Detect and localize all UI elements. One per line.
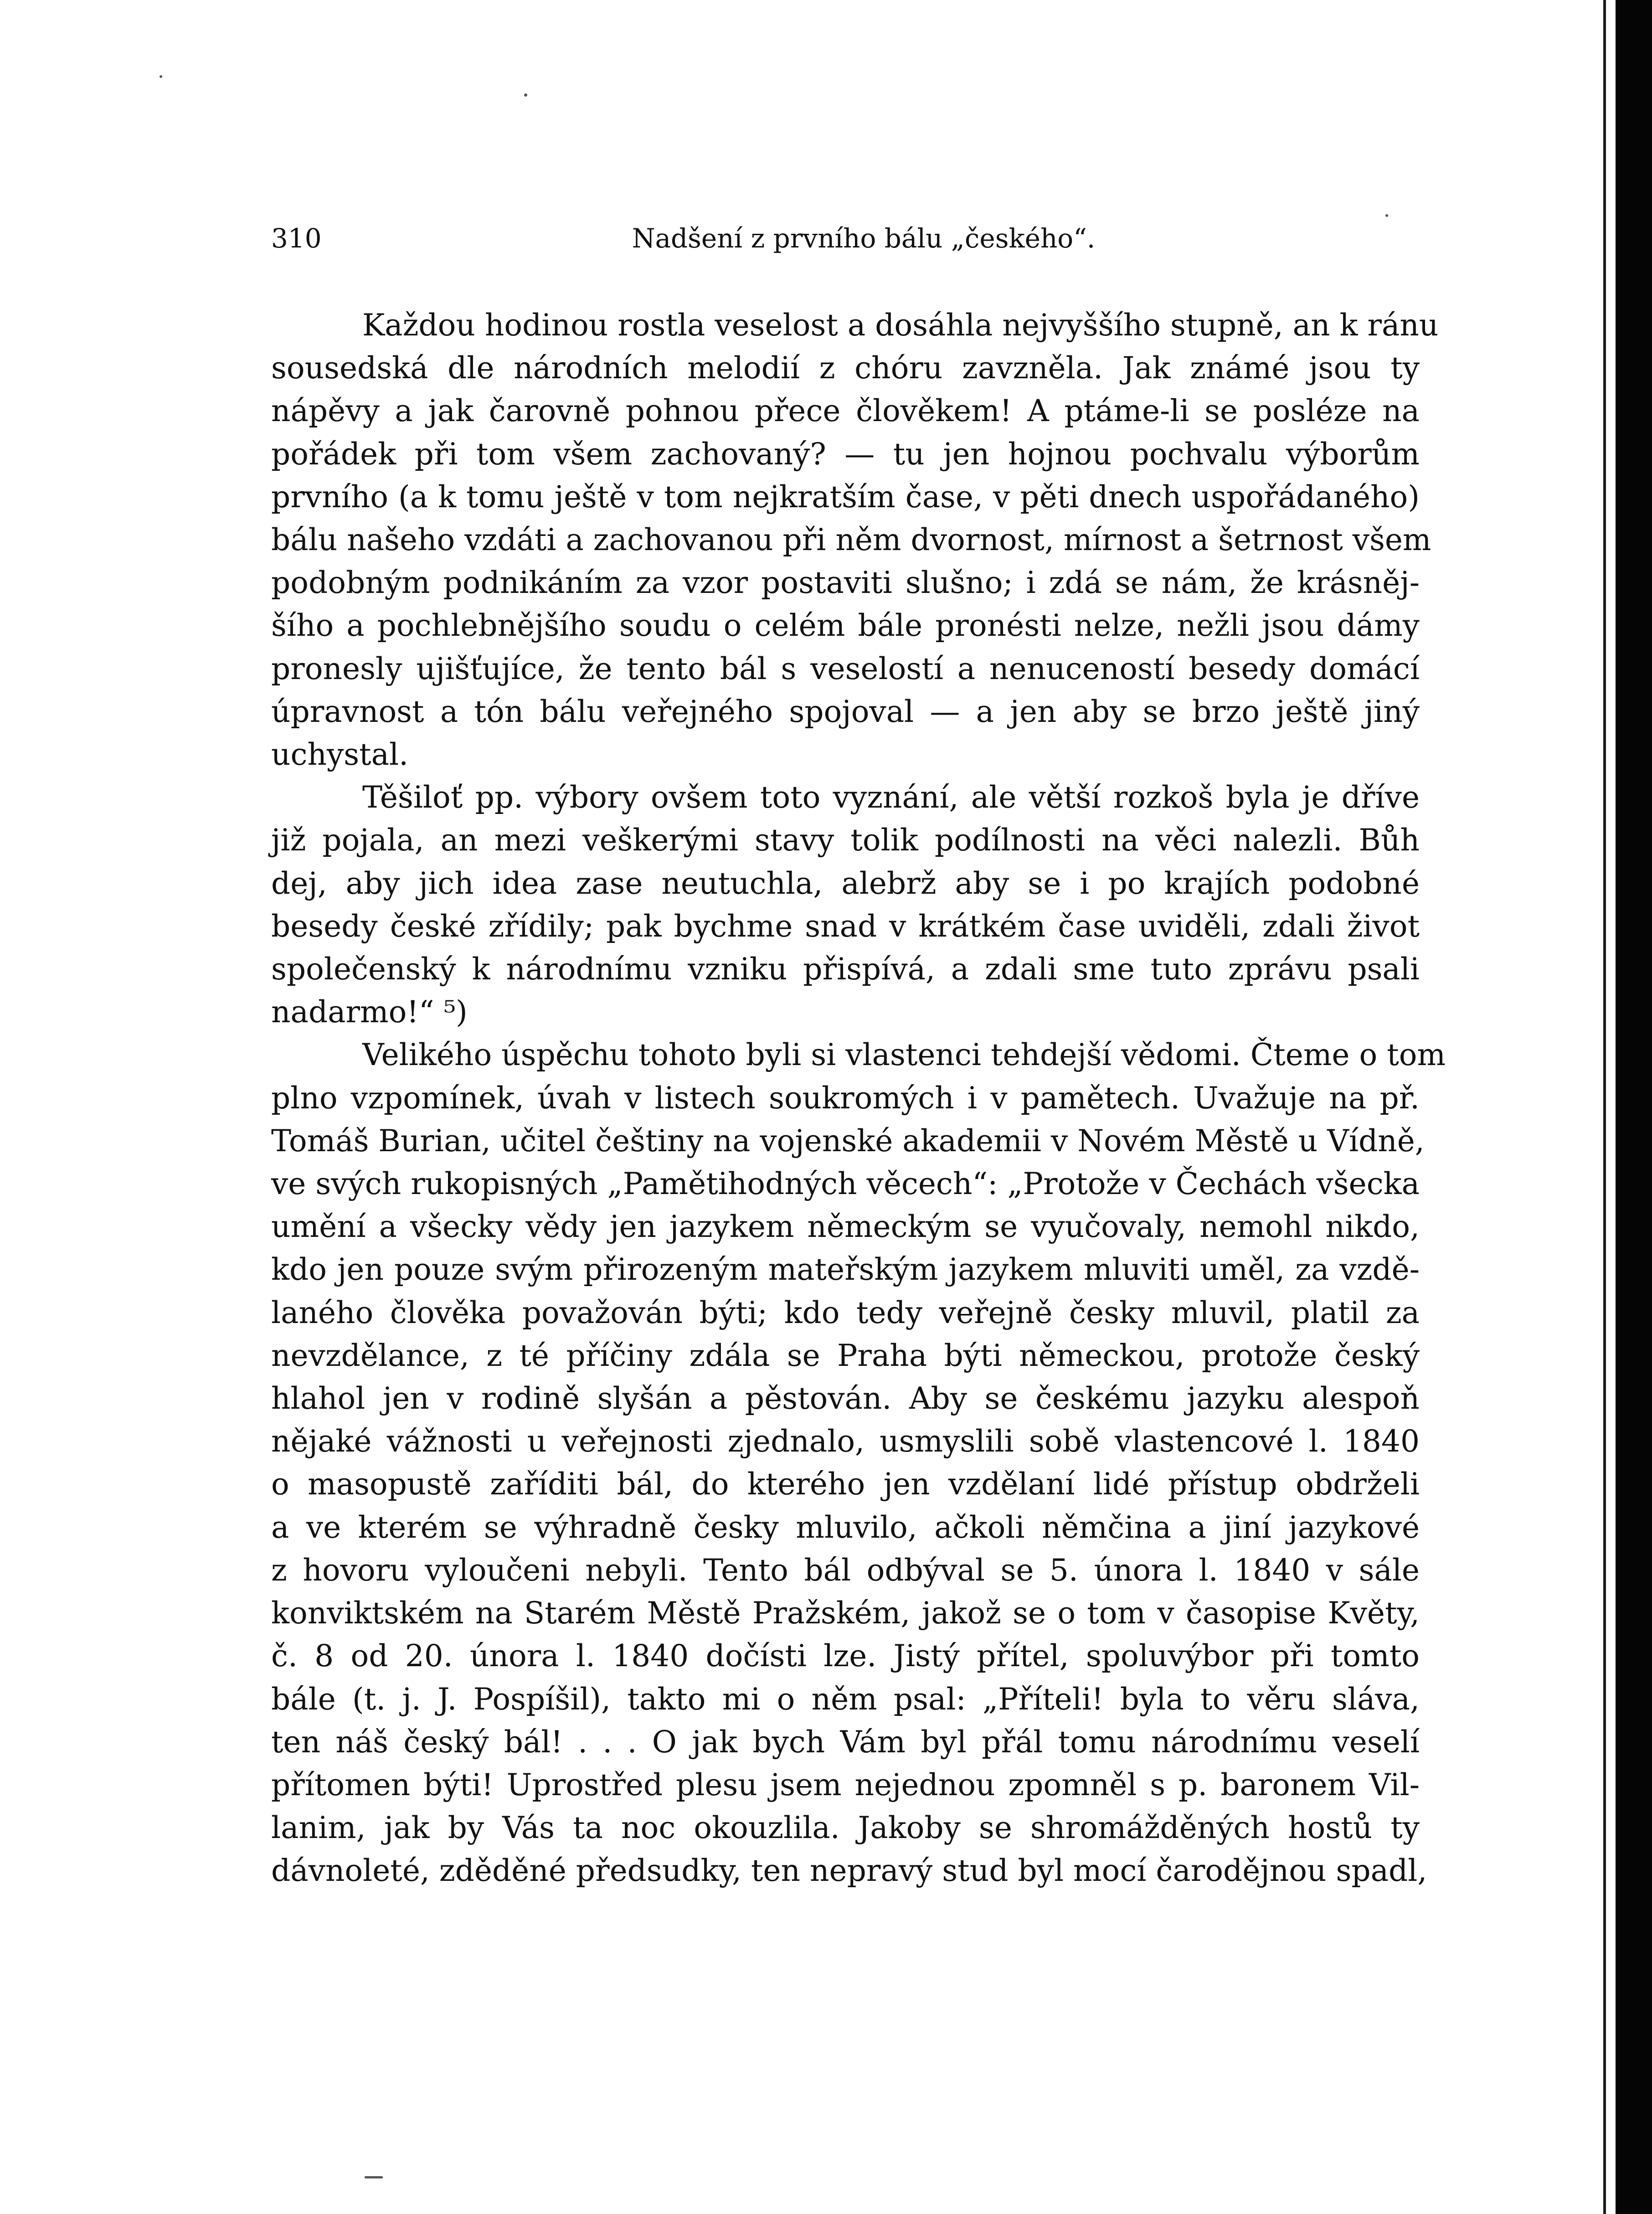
- text-line: nevzdělance, z té příčiny zdála se Praha býti německou, protože český: [271, 1338, 1420, 1373]
- text-line: č. 8 od 20. února l. 1840 dočísti lze. Jistý přítel, spoluvýbor při tomto: [271, 1638, 1420, 1674]
- text-line: o masopustě zaříditi bál, do kterého jen vzdělaní lidé přístup obdrželi: [271, 1467, 1420, 1502]
- paragraph-2: [271, 776, 1420, 1034]
- page-edge-line: [1603, 0, 1606, 2214]
- text-line: kdo jen pouze svým přirozeným mateřským jazykem mluviti uměl, za vzdě-: [271, 1252, 1420, 1287]
- text-line: dej, aby jich idea zase neutuchla, alebrž aby se i po krajích podobné: [271, 865, 1420, 901]
- text-line: besedy české zřídily; pak bychme snad v krátkém čase uviděli, zdali život: [271, 908, 1420, 944]
- text-line: Tomáš Burian, učitel češtiny na vojenské akademii v Novém Městě u Vídně,: [271, 1123, 1425, 1158]
- scan-speck: [524, 93, 527, 97]
- body-text: [271, 304, 1446, 1893]
- text-line: uchystal.: [271, 737, 409, 772]
- running-title: Nadšení z prvního bálu „českého“.: [632, 223, 1096, 254]
- text-line: přítomen býti! Uprostřed plesu jsem nejednou zpomněl s p. baronem Vil-: [271, 1767, 1420, 1802]
- scan-speck: [160, 75, 162, 78]
- text-line: hlahol jen v rodině slyšán a pěstován. Aby se českému jazyku alespoň: [271, 1381, 1420, 1416]
- text-line: již pojala, an mezi veškerými stavy tolik podílnosti na věci nalezli. Bůh: [271, 823, 1420, 858]
- text-line: bále (t. j. J. Pospíšil), takto mi o něm psal: „Příteli! byla to věru sláva,: [271, 1681, 1420, 1717]
- text-line: Velikého úspěchu tohoto byli si vlastenci tehdejší vědomi. Čteme o tom: [362, 1037, 1446, 1073]
- scan-border: [1616, 0, 1652, 2214]
- text-line: lanim, jak by Vás ta noc okouzlila. Jakoby se shromážděných hostů ty: [271, 1810, 1420, 1846]
- text-line: společenský k národnímu vzniku přispívá, a zdali sme tuto zprávu psali: [271, 952, 1420, 987]
- text-line: podobným podnikáním za vzor postaviti slušno; i zdá se nám, že krásněj-: [271, 565, 1420, 601]
- text-line: z hovoru vyloučeni nebyli. Tento bál odbýval se 5. února l. 1840 v sále: [271, 1552, 1420, 1588]
- text-line: Těšiloť pp. výbory ovšem toto vyznání, ale větší rozkoš byla je dříve: [362, 780, 1420, 815]
- text-line: laného člověka považován býti; kdo tedy veřejně česky mluvil, platil za: [271, 1295, 1420, 1330]
- text-line: úpravnost a tón bálu veřejného spojoval — a jen aby se brzo ještě jiný: [271, 694, 1420, 729]
- text-line: konviktském na Starém Městě Pražském, jakož se o tom v časopise Květy,: [271, 1596, 1420, 1631]
- text-line: šího a pochlebnějšího soudu o celém bále pronésti nelze, nežli jsou dámy: [271, 608, 1420, 644]
- page-header: [271, 218, 1424, 259]
- scan-speck: [365, 2176, 383, 2178]
- text-line: Každou hodinou rostla veselost a dosáhla nejvyššího stupně, an k ránu: [362, 308, 1439, 343]
- paragraph-1: [271, 304, 1439, 776]
- text-line: nápěvy a jak čarovně pohnou přece člověkem! A ptáme-li se posléze na: [271, 393, 1420, 429]
- text-line: plno vzpomínek, úvah v listech soukromých i v pamětech. Uvažuje na př.: [271, 1080, 1420, 1116]
- text-line: ve svých rukopisných „Pamětihodných věcech“: „Protože v Čechách všecka: [271, 1166, 1420, 1202]
- text-line: prvního (a k tomu ještě v tom nejkratším čase, v pěti dnech uspořádaného): [271, 479, 1420, 515]
- text-line: umění a všecky vědy jen jazykem německým se vyučovaly, nemohl nikdo,: [271, 1209, 1420, 1245]
- text-line: dávnoleté, zděděné předsudky, ten nepravý stud byl mocí čarodějnou spadl,: [271, 1853, 1427, 1889]
- text-line: a ve kterém se výhradně česky mluvilo, ačkoli němčina a jiní jazykové: [271, 1509, 1420, 1545]
- text-line: pronesly ujišťujíce, že tento bál s veselostí a nenuceností besedy domácí: [271, 651, 1420, 686]
- scan-speck: [1385, 214, 1388, 217]
- page-number: 310: [271, 223, 322, 254]
- text-line: sousedská dle národních melodií z chóru zavzněla. Jak známé jsou ty: [271, 350, 1420, 386]
- text-line: bálu našeho vzdáti a zachovanou při něm dvornost, mírnost a šetrnost všem: [271, 522, 1431, 558]
- text-line: nadarmo!“ ⁵): [271, 994, 468, 1030]
- text-line: ten náš český bál! . . . O jak bych Vám byl přál tomu národnímu veselí: [271, 1724, 1420, 1760]
- paragraph-3: [271, 1034, 1446, 1892]
- text-line: pořádek při tom všem zachovaný? — tu jen hojnou pochvalu výborům: [271, 436, 1420, 472]
- text-line: nějaké vážnosti u veřejnosti zjednalo, usmyslili sobě vlastencové l. 1840: [271, 1424, 1420, 1459]
